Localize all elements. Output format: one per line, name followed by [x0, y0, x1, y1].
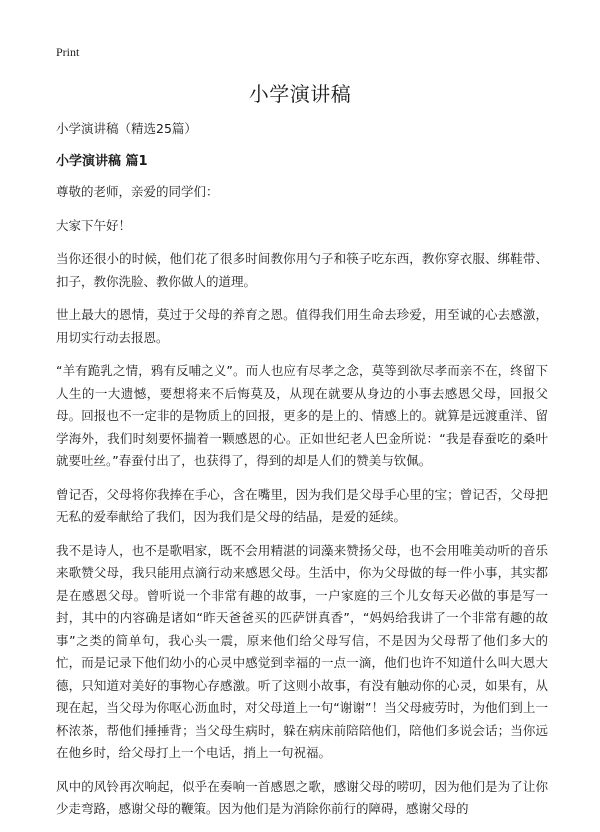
paragraph: 当你还很小的时候，他们花了很多时间教你用勺子和筷子吃东西，教你穿衣服、绑鞋带、扣子，教你洗脸、教你做人的道理。 — [56, 251, 548, 289]
paragraph: 曾记否，父母将你我捧在手心，含在嘴里，因为我们是父母手心里的宝；曾记否，父母把无私的爱奉献给了我们，因为我们是父母的结晶，是爱的延续。 — [56, 486, 548, 524]
paragraph: 风中的风铃再次响起，似乎在奏响一首感恩之歌，感谢父母的唠叨，因为他们是为了让你少走弯路，感谢父母的鞭策。因为他们是为消除你前行的障碍，感谢父母的 — [56, 778, 548, 816]
section-heading: 小学演讲稿 篇1 — [56, 154, 148, 169]
paragraph: 世上最大的恩情，莫过于父母的养育之恩。值得我们用生命去珍爱，用至诚的心去感激，用切实行动去报恩。 — [56, 307, 548, 345]
document-body — [56, 181, 548, 832]
paragraph: 我不是诗人，也不是歌唱家，既不会用精湛的词藻来赞扬父母，也不会用唯美动听的音乐来歌赞父母，我只能用点滴行动来感恩父母。生活中，你为父母做的每一件小事，其实都是在感恩父母。曾听说一个非常有趣的故事，一户家庭的三个儿女每天必做的事是写一封，其中的内容确是诸如“昨天爸爸买的匹萨饼真香”，“妈妈给我讲了一个非常有趣的故事”之类的简单句，我心头一震，原来他们给父母写信，不是因为父母帮了他们多大的忙，而是记录下他们幼小的心灵中感觉到幸福的一点一滴，他们也许不知道什么叫大恩大德，只知道对美好的事物心存感激。听了这则小故事，有没有触动你的心灵，如果有，从现在起，当父母为你呕心沥血时，对父母道上一句“谢谢”！当父母疲劳时，为他们到上一杯浓茶，帮他们捶捶背；当父母生病时，躲在病床前陪陪他们，陪他们多说会话；当你远在他乡时，给父母打上一个电话，捎上一句祝福。 — [56, 542, 548, 760]
document-title: 小学演讲稿 — [248, 82, 352, 106]
paragraph-salutation: 大家下午好！ — [56, 217, 132, 233]
print-link[interactable]: Print — [56, 45, 80, 59]
paragraph: “羊有跪乳之情，鸦有反哺之义”。而人也应有尽孝之念，莫等到欲尽孝而亲不在，终留下人生的一大遗憾，要想将来不后悔莫及，从现在就要从身边的小事去感恩父母，回报父母。回报也不一定非的是物质上的回报，更多的是上的、情感上的。就算是远渡重洋、留学海外，我们时刻要怀揣着一颗感恩的心。正如世纪老人巴金所说：“我是春蚕吃的桑叶就要吐丝。”春蚕付出了，也获得了，得到的却是人们的赞美与钦佩。 — [56, 363, 548, 468]
paragraph-greeting: 尊敬的老师，亲爱的同学们： — [56, 184, 219, 199]
document-subtitle: 小学演讲稿（精选25篇） — [56, 121, 197, 136]
